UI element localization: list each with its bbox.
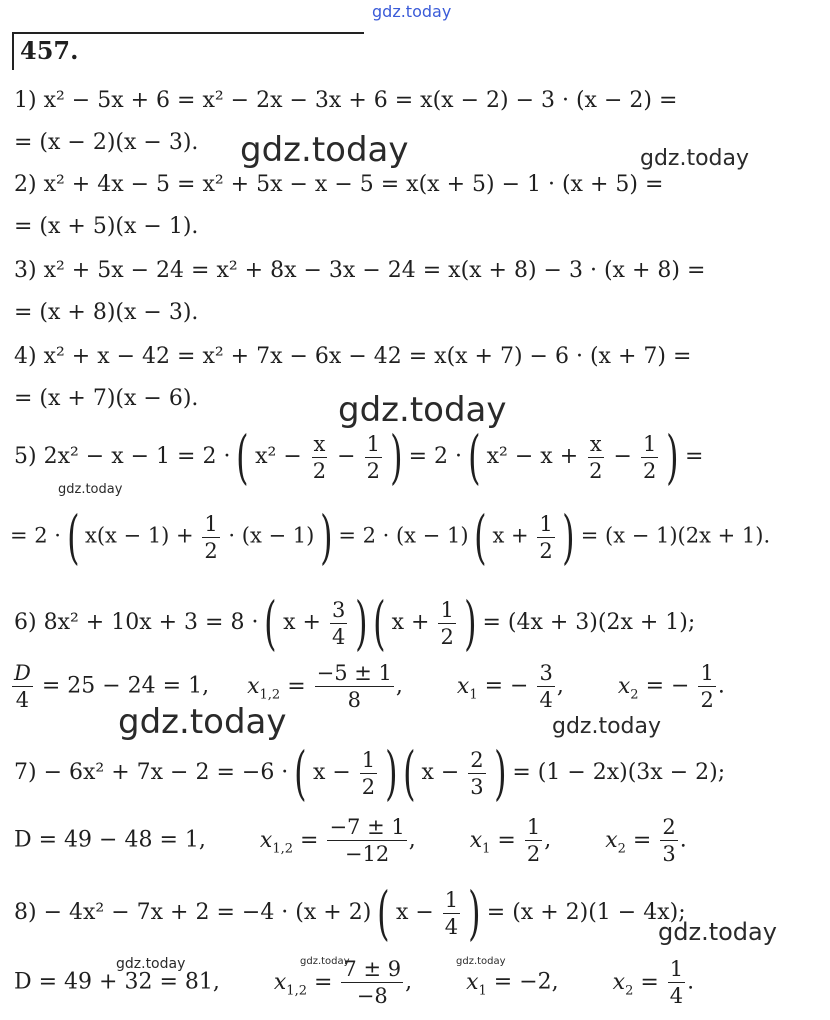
fraction: $\frac{1}{2}$	[700, 661, 714, 712]
watermark: gdz.today	[300, 956, 350, 967]
fraction: $\frac{7 \pm 9}{-8}$	[343, 957, 402, 1008]
fraction: $\frac{1}{2}$	[539, 511, 553, 563]
fraction: $\frac{D}{4}$	[14, 661, 31, 712]
watermark: gdz.today	[118, 702, 287, 742]
fraction: $\frac{-5 \pm 1}{8}$	[316, 661, 392, 712]
fraction: $\frac{2}{3}$	[662, 815, 676, 866]
fraction: $\frac{1}{2}$	[440, 597, 454, 649]
watermark: gdz.today	[372, 2, 452, 21]
fraction: $\frac{1}{4}$	[444, 887, 459, 939]
fraction: $\frac{1}{2}$	[642, 431, 657, 483]
fraction: $\frac{1}{2}$	[366, 431, 380, 483]
line-11: 8) − 4x² − 7x + 2 = −4 · (x + 2) ( x − $\frac{1}{4}$ ) = (x + 2)(1 − 4x);	[14, 879, 686, 947]
fraction: $\frac{1}{2}$	[361, 747, 376, 799]
fraction: $\frac{3}{4}$	[539, 661, 553, 712]
line-6: = 2 · ( x(x − 1) + $\frac{1}{2}$ · (x − 1) ) = 2 · (x − 1) ( x + $\frac{1}{2}$ ) = (x − 1)(2x + 1).	[10, 503, 771, 571]
line-4b: = (x + 7)(x − 6).	[14, 386, 199, 411]
watermark: gdz.today	[640, 146, 750, 171]
line-7: 6) 8x² + 10x + 3 = 8 · ( x + $\frac{3}{4}$ ) ( x + $\frac{1}{2}$ ) = (4x + 3)(2x + 1);	[14, 589, 696, 657]
line-9: 7) − 6x² + 7x − 2 = −6 · ( x − $\frac{1}{2}$ ) ( x − $\frac{2}{3}$ ) = (1 − 2x)(3x − 2);	[14, 739, 726, 807]
line-10: D = 49 − 48 = 1, $x_{1,2}$ = $\frac{-7 \pm 1}{-12}$ , $x_1$ = $\frac{1}{2}$ , $x_2$ = $\frac{2}{3}$ .	[14, 815, 687, 866]
watermark: gdz.today	[116, 956, 186, 972]
problem-number: 457.	[20, 36, 79, 65]
watermark: gdz.today	[58, 482, 123, 497]
line-1a: 1) x² − 5x + 6 = x² − 2x − 3x + 6 = x(x − 2) − 3 · (x − 2) =	[14, 88, 678, 113]
fraction: $\frac{x}{2}$	[589, 431, 603, 483]
fraction: $\frac{2}{3}$	[470, 747, 484, 799]
watermark: gdz.today	[338, 390, 507, 430]
line-3a: 3) x² + 5x − 24 = x² + 8x − 3x − 24 = x(x + 8) − 3 · (x + 8) =	[14, 258, 706, 283]
line-2a: 2) x² + 4x − 5 = x² + 5x − x − 5 = x(x + 5) − 1 · (x + 5) =	[14, 172, 664, 197]
fraction: $\frac{1}{4}$	[669, 957, 684, 1008]
line-5: 5) 2x² − x − 1 = 2 · ( x² − $\frac{x}{2}$ − $\frac{1}{2}$ ) = 2 · ( x² − x + $\frac{x}{2}$ − $\frac{1}{2}$ ) =	[14, 423, 704, 491]
watermark: gdz.today	[552, 714, 662, 739]
watermark: gdz.today	[658, 918, 777, 946]
fraction: $\frac{1}{2}$	[526, 815, 541, 866]
fraction: $\frac{x}{2}$	[312, 431, 327, 483]
line-2b: = (x + 5)(x − 1).	[14, 214, 199, 239]
line-8: $\frac{D}{4}$ = 25 − 24 = 1, $x_{1,2}$ = $\frac{-5 \pm 1}{8}$ , $x_1$ = − $\frac{3}{4}$ , $x_2$ = − $\frac{1}{2}$ .	[14, 661, 725, 712]
watermark: gdz.today	[456, 956, 506, 967]
line-1b: = (x − 2)(x − 3).	[14, 130, 199, 155]
fraction: $\frac{-7 \pm 1}{-12}$	[329, 815, 405, 866]
line-12: D = 49 + 32 = 81, $x_{1,2}$ = $\frac{7 \pm 9}{-8}$ , $x_1 = -2$, $x_2$ = $\frac{1}{4}$ .	[14, 957, 695, 1008]
fraction: $\frac{1}{2}$	[204, 511, 218, 563]
line-3b: = (x + 8)(x − 3).	[14, 300, 199, 325]
watermark: gdz.today	[240, 130, 409, 170]
fraction: $\frac{3}{4}$	[331, 597, 346, 649]
line-4a: 4) x² + x − 42 = x² + 7x − 6x − 42 = x(x + 7) − 6 · (x + 7) =	[14, 344, 692, 369]
